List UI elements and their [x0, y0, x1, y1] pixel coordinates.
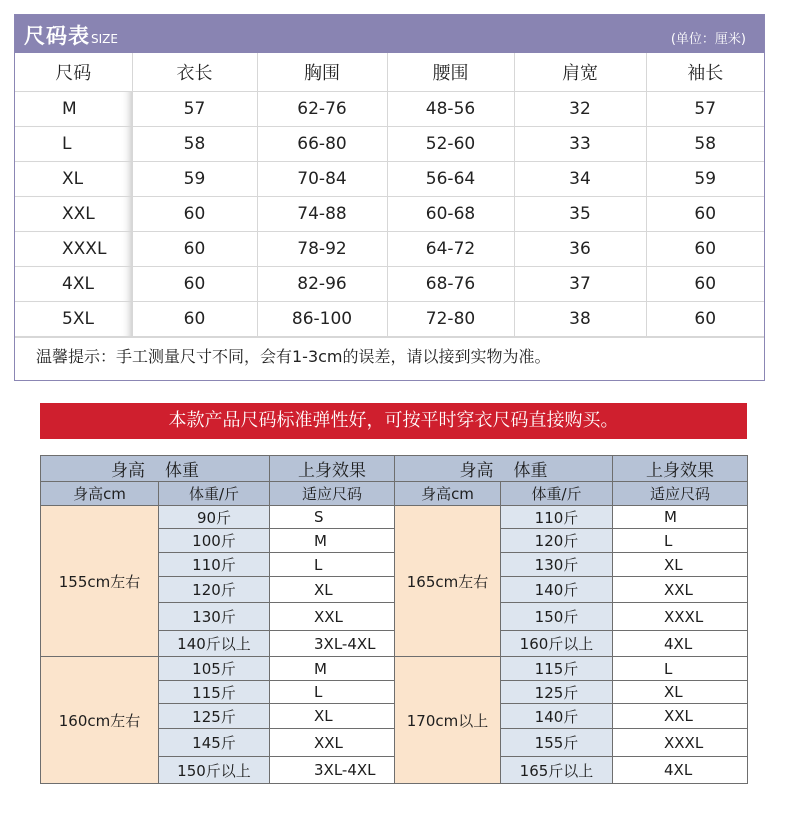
- size-cell: 4XL: [613, 757, 748, 784]
- size-chart-title: [24, 20, 118, 50]
- size-cell: XXL: [613, 577, 748, 603]
- size-cell: M: [613, 506, 748, 529]
- size-advice-banner: 本款产品尺码标准弹性好，可按平时穿衣尺码直接购买。: [40, 403, 747, 439]
- size-chart-header-row: [15, 53, 764, 92]
- table-cell: 60: [646, 267, 764, 302]
- table-cell: 78-92: [257, 232, 387, 267]
- column-header: 尺码: [15, 53, 132, 92]
- weight-cell: 165斤以上: [501, 757, 613, 784]
- size-cell: L: [270, 681, 395, 704]
- size-cell: XL: [613, 553, 748, 577]
- weight-cell: 120斤: [501, 529, 613, 553]
- size-cell: M: [270, 529, 395, 553]
- size-cell: XXL: [270, 729, 395, 757]
- size-cell: M: [270, 657, 395, 681]
- size-cell: XL: [270, 577, 395, 603]
- table-cell: 60-68: [387, 197, 514, 232]
- size-cell: 4XL: [613, 631, 748, 657]
- size-chart: [14, 14, 765, 381]
- table-cell: 48-56: [387, 92, 514, 127]
- table-row: [41, 506, 748, 529]
- table-cell: 56-64: [387, 162, 514, 197]
- effect-header: 上身效果: [613, 456, 748, 482]
- column-header: 腰围: [387, 53, 514, 92]
- size-subheader: 适应尺码: [613, 482, 748, 506]
- weight-subheader: 体重/斤: [159, 482, 270, 506]
- column-header: 胸围: [257, 53, 387, 92]
- table-cell: 60: [132, 267, 257, 302]
- table-row: [15, 267, 764, 302]
- weight-subheader: 体重/斤: [501, 482, 613, 506]
- size-cell: 5XL: [15, 302, 132, 337]
- table-cell: 36: [514, 232, 646, 267]
- table-row: [41, 657, 748, 681]
- column-header: 衣长: [132, 53, 257, 92]
- table-cell: 38: [514, 302, 646, 337]
- fit-table: [40, 455, 748, 784]
- height-group-cell: 165cm左右: [395, 506, 501, 657]
- table-cell: 37: [514, 267, 646, 302]
- weight-cell: 150斤: [501, 603, 613, 631]
- table-row: [15, 232, 764, 267]
- weight-cell: 115斤: [501, 657, 613, 681]
- height-header-label: 身高: [111, 461, 145, 481]
- weight-cell: 100斤: [159, 529, 270, 553]
- weight-cell: 115斤: [159, 681, 270, 704]
- size-chart-title-text: 尺码表: [24, 24, 90, 48]
- effect-header: 上身效果: [270, 456, 395, 482]
- table-cell: 34: [514, 162, 646, 197]
- height-weight-header: [41, 456, 270, 482]
- table-cell: 74-88: [257, 197, 387, 232]
- weight-cell: 160斤以上: [501, 631, 613, 657]
- table-cell: 59: [646, 162, 764, 197]
- table-cell: 64-72: [387, 232, 514, 267]
- weight-cell: 140斤: [501, 704, 613, 729]
- table-row: [15, 92, 764, 127]
- size-cell: 3XL-4XL: [270, 631, 395, 657]
- weight-cell: 90斤: [159, 506, 270, 529]
- table-cell: 82-96: [257, 267, 387, 302]
- table-cell: 60: [646, 232, 764, 267]
- size-cell: S: [270, 506, 395, 529]
- size-cell: XXL: [270, 603, 395, 631]
- height-group-cell: 155cm左右: [41, 506, 159, 657]
- size-cell: L: [613, 529, 748, 553]
- weight-header-label: 体重: [165, 461, 199, 481]
- size-cell: XL: [270, 704, 395, 729]
- table-cell: 60: [132, 232, 257, 267]
- table-cell: 52-60: [387, 127, 514, 162]
- size-cell: L: [613, 657, 748, 681]
- size-cell: XL: [15, 162, 132, 197]
- weight-cell: 155斤: [501, 729, 613, 757]
- weight-cell: 110斤: [501, 506, 613, 529]
- table-cell: 59: [132, 162, 257, 197]
- size-cell: XXXL: [613, 729, 748, 757]
- table-row: [15, 197, 764, 232]
- table-row: [15, 302, 764, 337]
- height-subheader: 身高cm: [41, 482, 159, 506]
- size-cell: XXL: [15, 197, 132, 232]
- measurement-note: 温馨提示：手工测量尺寸不同，会有1-3cm的误差，请以接到实物为准。: [15, 337, 764, 376]
- height-group-cell: 160cm左右: [41, 657, 159, 784]
- weight-cell: 140斤以上: [159, 631, 270, 657]
- size-cell: XXL: [613, 704, 748, 729]
- size-cell: L: [15, 127, 132, 162]
- size-cell: XL: [613, 681, 748, 704]
- size-subheader: 适应尺码: [270, 482, 395, 506]
- table-cell: 62-76: [257, 92, 387, 127]
- table-cell: 60: [132, 302, 257, 337]
- weight-cell: 130斤: [501, 553, 613, 577]
- weight-cell: 110斤: [159, 553, 270, 577]
- column-header: 袖长: [646, 53, 764, 92]
- table-cell: 68-76: [387, 267, 514, 302]
- fit-table-header-row: [41, 456, 748, 482]
- fit-table-subheader-row: [41, 482, 748, 506]
- size-cell: 4XL: [15, 267, 132, 302]
- size-chart-unit: (单位：厘米): [670, 32, 746, 47]
- height-header-label: 身高: [459, 461, 494, 481]
- height-group-cell: 170cm以上: [395, 657, 501, 784]
- size-cell: XXXL: [613, 603, 748, 631]
- weight-cell: 150斤以上: [159, 757, 270, 784]
- weight-cell: 120斤: [159, 577, 270, 603]
- table-cell: 57: [646, 92, 764, 127]
- size-chart-title-en: SIZE: [91, 32, 118, 46]
- table-cell: 58: [646, 127, 764, 162]
- table-row: [15, 162, 764, 197]
- table-cell: 33: [514, 127, 646, 162]
- table-cell: 60: [646, 302, 764, 337]
- weight-cell: 105斤: [159, 657, 270, 681]
- table-cell: 32: [514, 92, 646, 127]
- table-cell: 66-80: [257, 127, 387, 162]
- table-cell: 60: [132, 197, 257, 232]
- table-cell: 35: [514, 197, 646, 232]
- table-cell: 72-80: [387, 302, 514, 337]
- size-cell: XXXL: [15, 232, 132, 267]
- size-cell: L: [270, 553, 395, 577]
- table-cell: 86-100: [257, 302, 387, 337]
- table-cell: 60: [646, 197, 764, 232]
- weight-header-label: 体重: [513, 461, 548, 481]
- weight-cell: 145斤: [159, 729, 270, 757]
- size-chart-header: [15, 15, 764, 53]
- height-weight-header: [395, 456, 613, 482]
- height-subheader: 身高cm: [395, 482, 501, 506]
- size-chart-table: [15, 53, 764, 337]
- size-cell: 3XL-4XL: [270, 757, 395, 784]
- weight-cell: 125斤: [501, 681, 613, 704]
- weight-cell: 140斤: [501, 577, 613, 603]
- table-cell: 58: [132, 127, 257, 162]
- weight-cell: 130斤: [159, 603, 270, 631]
- table-row: [15, 127, 764, 162]
- table-cell: 70-84: [257, 162, 387, 197]
- column-header: 肩宽: [514, 53, 646, 92]
- table-cell: 57: [132, 92, 257, 127]
- size-cell: M: [15, 92, 132, 127]
- weight-cell: 125斤: [159, 704, 270, 729]
